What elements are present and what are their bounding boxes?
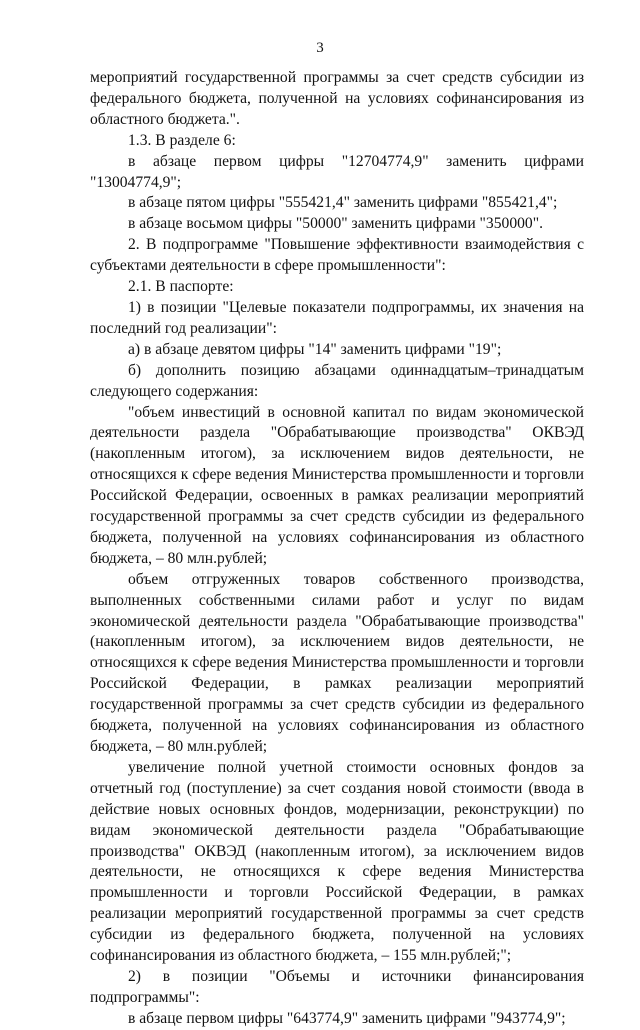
paragraph-fixed-assets: увеличение полной учетной стоимости основных фондов за отчетный год (поступление) за счет создания новой стоимости (ввода в действие новых основных фондов, модернизации, реконструкции) по видам экономической деятельности раздела "Обрабатывающие производства" ОКВЭД (накопленным итогом), за исключением видов деятельности, не относящихся к сфере ведения Министерства промышленности и торговли Российской Федерации, в рамках реализации мероприятий государственной программы за счет средств субсидии из федерального бюджета, полученной на условиях софинансирования из областного бюджета, – 155 млн.рублей;"; <box>90 758 584 965</box>
paragraph-passport: 2.1. В паспорте: <box>128 278 234 296</box>
paragraph-abzac-ninth: а) в абзаце девятом цифры "14" заменить цифрами "19"; <box>128 340 502 358</box>
paragraph-supplement: б) дополнить позицию абзацами одиннадцатым–тринадцатым следующего содержания: <box>90 361 584 400</box>
paragraph-investment: "объем инвестиций в основной капитал по видам экономической деятельности раздела "Обрабатывающие производства" ОКВЭД (накопленным итогом), за исключением видов деятельности, не относящихся к сфере ведения Министерства промышленности и торговли Российской Федерации, освоенных в рамках реализации мероприятий государственной программы за счет средств субсидии из федерального бюджета, полученной на условиях софинансирования из областного бюджета, – 80 млн.рублей; <box>90 403 584 567</box>
paragraph-continuation: мероприятий государственной программы за счет средств субсидии из федерального бюджета, полученной на условиях софинансирования из областного бюджета.". <box>90 69 584 128</box>
page-number: 3 <box>316 40 324 56</box>
paragraph-section-1-3: 1.3. В разделе 6: <box>128 131 236 149</box>
paragraph-subprogram: 2. В подпрограмме "Повышение эффективности взаимодействия с субъектами деятельности в сфере промышленности": <box>90 236 584 275</box>
paragraph-abzac-first: в абзаце первом цифры "12704774,9" заменить цифрами "13004774,9"; <box>90 152 584 191</box>
document-body <box>90 68 584 1030</box>
paragraph-financing-first: в абзаце первом цифры "643774,9" заменить цифрами "943774,9"; <box>128 1009 566 1027</box>
paragraph-financing-position: 2) в позиции "Объемы и источники финансирования подпрограммы": <box>90 967 584 1006</box>
paragraph-abzac-fifth: в абзаце пятом цифры "555421,4" заменить цифрами "855421,4"; <box>128 194 558 212</box>
paragraph-target-indicators: 1) в позиции "Целевые показатели подпрограммы, их значения на последний год реализации": <box>90 298 584 337</box>
paragraph-shipped-goods: объем отгруженных товаров собственного производства, выполненных собственными силами работ и услуг по видам экономической деятельности раздела "Обрабатывающие производства" (накопленным итогом), за исключением видов деятельности, не относящихся к сфере ведения Министерства промышленности и торговли Российской Федерации, в рамках реализации мероприятий государственной программы за счет средств субсидии из федерального бюджета, полученной на условиях софинансирования из областного бюджета, – 80 млн.рублей; <box>90 570 584 755</box>
paragraph-abzac-eighth: в абзаце восьмом цифры "50000" заменить цифрами "350000". <box>128 215 543 233</box>
